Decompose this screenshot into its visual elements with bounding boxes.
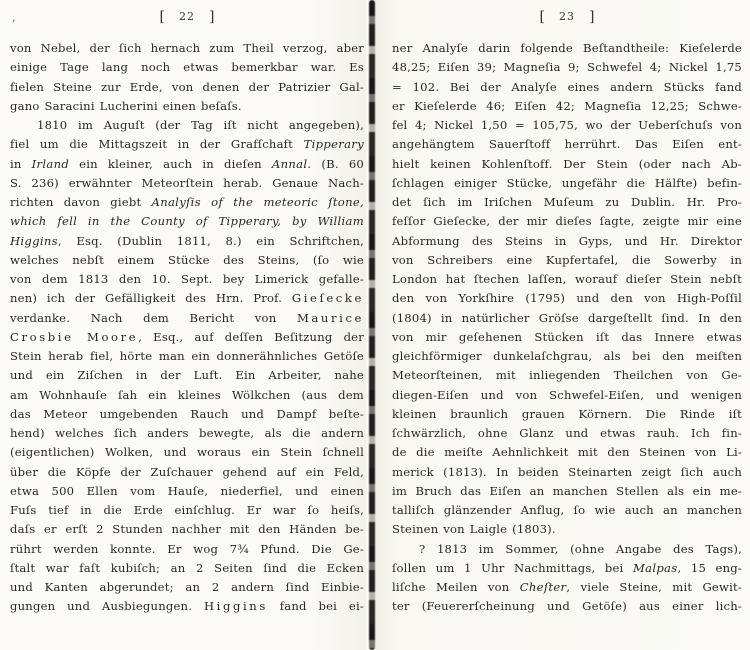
text-line bbox=[10, 482, 364, 501]
text-segment: , Esq. (Dublin 1811, 8.) ein Schriftchen, bbox=[57, 233, 364, 248]
text-line bbox=[392, 520, 742, 539]
text-segment: ein kleiner, auch in dieſen bbox=[69, 156, 272, 171]
text-line bbox=[10, 405, 364, 424]
text-line bbox=[392, 578, 742, 597]
text-segment: daſs er erſt 2 Stunden nachher mit den Händen be- bbox=[10, 522, 364, 537]
text-line bbox=[392, 232, 742, 251]
text-line bbox=[392, 270, 742, 289]
text-segment: von dem 1813 den 10. Sept. bey Limerick gefalle- bbox=[10, 272, 364, 286]
left-page bbox=[0, 0, 366, 650]
text-segment: fand bei ei- bbox=[267, 599, 364, 614]
text-line bbox=[10, 540, 364, 559]
text-segment: gano Saracini Lucherini einen beſaſs. bbox=[10, 98, 242, 113]
text-line bbox=[392, 289, 742, 308]
text-line bbox=[10, 39, 364, 58]
text-segment: ſchwärzlich, ohne Glanz und etwas rauh. Ich fin- bbox=[392, 426, 742, 440]
text-line bbox=[392, 328, 742, 347]
text-line bbox=[392, 58, 742, 77]
text-segment: von Schreibers eine Kupfertafel, die Sowerby in bbox=[392, 252, 742, 267]
text-segment: , viele Steine, mit Gewit- bbox=[566, 580, 742, 594]
text-segment: (B. 60 bbox=[311, 156, 364, 171]
text-line bbox=[10, 501, 364, 520]
right-page-header bbox=[392, 0, 742, 31]
text-line bbox=[10, 78, 364, 97]
text-segment: Fuſs tief in die Erde einſchlug. Er war ſo heiſs, bbox=[10, 503, 364, 517]
left-header-open-bracket: [ bbox=[159, 9, 165, 25]
text-line bbox=[392, 116, 742, 135]
text-segment: am Wohnhauſe ſah ein kleines Wölkchen (aus dem bbox=[10, 387, 364, 402]
text-segment: und ein Ziſchen in der Luft. Ein Arbeiter, nahe bbox=[10, 368, 364, 383]
text-segment: rührt werden konnte. Er wog 7¾ Pfund. Die Ge- bbox=[10, 541, 364, 556]
text-line bbox=[392, 386, 742, 405]
text-line bbox=[10, 309, 364, 328]
italic-text-segment: Irland bbox=[31, 156, 70, 171]
text-line bbox=[392, 251, 742, 270]
text-line bbox=[10, 174, 364, 193]
text-segment: verdanke. Nach dem Bericht von bbox=[10, 310, 297, 325]
text-segment: det ſich im Iriſchen Muſeum zu Dublin. Hr. Pro- bbox=[392, 195, 742, 209]
text-segment: nen) ich der Gefälligkeit des Hrn. Prof. bbox=[10, 291, 292, 306]
text-segment: das Meteor umgebenden Rauch und Dampf beſte- bbox=[10, 406, 364, 421]
text-line bbox=[392, 540, 742, 559]
text-line bbox=[392, 482, 742, 501]
text-segment: talliſch glänzender Anflug, ſo wie auch an manchen bbox=[392, 503, 742, 517]
text-segment: einige Tage lang noch etwas bemerkbar war. Es bbox=[10, 60, 364, 75]
text-line bbox=[10, 193, 364, 212]
text-segment: gleichförmiger dunkelaſchgrau, als bei den meiſten bbox=[392, 349, 742, 363]
left-header-close-bracket: ] bbox=[209, 9, 215, 25]
text-line bbox=[392, 155, 742, 174]
text-line bbox=[10, 597, 364, 616]
text-line bbox=[10, 424, 364, 443]
text-segment: hielt keinen Kohlenſtoff. Der Stein (oder nach Ab- bbox=[392, 156, 742, 171]
text-line bbox=[10, 155, 364, 174]
text-segment: er Kieſelerde 46; Eiſen 42; Magneſia 12,25; Schwe- bbox=[392, 98, 742, 113]
text-segment: richten davon giebt bbox=[10, 195, 152, 209]
italic-text-segment: Annal. bbox=[271, 156, 312, 171]
text-line bbox=[392, 405, 742, 424]
italic-text-segment: Malpas bbox=[632, 560, 678, 575]
text-line bbox=[10, 289, 364, 308]
text-segment: Steinen von Laigle (1803). bbox=[392, 522, 556, 537]
text-segment: S. 236) erwähnter Meteorſtein herab. Genaue Nach- bbox=[10, 175, 364, 190]
text-segment: liſche Meilen von bbox=[392, 580, 520, 594]
left-page-number: 22 bbox=[179, 10, 195, 23]
text-line bbox=[392, 443, 742, 462]
text-line bbox=[10, 386, 364, 405]
text-segment: von mir geſehenen Stücken iſt das Innere etwas bbox=[392, 329, 742, 344]
right-page-text-block bbox=[392, 39, 742, 617]
text-line bbox=[10, 366, 364, 385]
text-segment: (eigentlichen) Wolken, und woraus ein Stein ſchnell bbox=[10, 445, 364, 460]
italic-text-segment: Cheſter bbox=[519, 580, 567, 594]
text-line bbox=[10, 212, 364, 231]
text-segment: ter (Feuererſcheinung und Getöſe) aus einer lich- bbox=[392, 599, 742, 614]
text-line bbox=[10, 97, 364, 116]
text-line bbox=[10, 135, 364, 154]
text-line bbox=[392, 309, 742, 328]
text-segment: , 15 eng- bbox=[677, 560, 742, 575]
text-line bbox=[10, 463, 364, 482]
text-line bbox=[392, 559, 742, 578]
text-segment: etwa 500 Ellen vom Hauſe, niederfiel, und einen bbox=[10, 483, 364, 498]
italic-text-segment: Tipperary bbox=[303, 137, 364, 152]
text-segment: London hat ſtechen laſſen, worauf dieſer Stein nebſt bbox=[392, 272, 742, 286]
text-segment: Stein herab fiel, hörte man ein donnerähnliches Getöſe bbox=[10, 349, 364, 363]
text-segment: ſollen um 1 Uhr Nachmittags, bei bbox=[392, 560, 633, 575]
text-segment: de die meiſte Aehnlichkeit mit den Steinen von Li- bbox=[392, 445, 742, 460]
left-page-header bbox=[10, 0, 364, 31]
text-segment: ſchlagen einiger Stücke, ungefähr die Hälfte) befin- bbox=[392, 175, 742, 190]
text-segment: , Esq., auf deſſen Beſitzung der bbox=[138, 329, 364, 344]
text-segment: feſſor Gieſecke, der mir dieſes ſagte, zeigte mir eine bbox=[392, 214, 742, 229]
text-segment: ? 1813 im Sommer, (ohne Angabe des Tags), bbox=[419, 541, 742, 556]
text-segment: (1804) in natürlicher Gröſse dargeſtellt ſind. In den bbox=[392, 310, 742, 325]
text-segment: Abformung des Steins in Gyps, und Hr. Direktor bbox=[392, 233, 742, 248]
letterspaced-name-segment: Maurice bbox=[296, 310, 364, 325]
letterspaced-name-segment: Gieſecke bbox=[291, 291, 364, 306]
text-segment: ner Analyſe darin folgende Beſtandtheile: Kieſelerde bbox=[392, 41, 742, 55]
text-segment: im Bruch das Eiſen an manchen Stellen als ein me- bbox=[392, 483, 742, 498]
text-segment: = 102. Bei der Analyſe eines andern Stücks fand bbox=[392, 79, 742, 94]
text-line bbox=[10, 251, 364, 270]
text-line bbox=[392, 193, 742, 212]
text-line bbox=[10, 520, 364, 539]
book-gutter-shadow bbox=[369, 0, 375, 650]
text-segment: fiel um die Mittagszeit in der Grafſchaft bbox=[10, 137, 304, 152]
text-line bbox=[392, 97, 742, 116]
text-line bbox=[10, 347, 364, 366]
text-segment: von Nebel, der ſich hernach zum Theil verzog, aber bbox=[10, 41, 364, 55]
text-segment: über die Köpfe der Zuſchauer gehend auf ein Feld, bbox=[10, 464, 364, 479]
text-segment: hend) welches ſich anders bewegte, als die andern bbox=[10, 426, 364, 440]
text-segment: diegen-Eiſen und von Schwefel-Eiſen, und wenigen bbox=[392, 387, 742, 402]
text-line bbox=[392, 463, 742, 482]
text-line bbox=[392, 212, 742, 231]
text-line bbox=[10, 58, 364, 77]
text-segment: den von Yorkſhire (1795) und den von High-Poſſil bbox=[392, 291, 742, 306]
text-line bbox=[392, 424, 742, 443]
text-segment: angehängtem Sauerſtoff herrührt. Das Eiſen ent- bbox=[392, 137, 742, 152]
text-line bbox=[392, 135, 742, 154]
text-line bbox=[10, 578, 364, 597]
text-line bbox=[392, 78, 742, 97]
text-segment: fielen Steine zur Erde, von denen der Patrizier Gal- bbox=[10, 79, 364, 94]
letterspaced-name-segment: Crosbie Moore bbox=[10, 329, 139, 344]
text-line bbox=[392, 39, 742, 58]
left-page-text-block bbox=[10, 39, 364, 617]
text-line bbox=[10, 328, 364, 347]
text-segment: in bbox=[10, 156, 32, 171]
text-segment: 48,25; Eiſen 39; Magneſia 9; Schwefel 4; Nickel 1,75 bbox=[392, 60, 742, 75]
text-line bbox=[392, 174, 742, 193]
text-segment: gungen und Ausbiegungen. bbox=[10, 599, 204, 614]
right-page bbox=[375, 0, 750, 650]
italic-text-segment: Analyſis of the meteoric ſtone, bbox=[151, 195, 364, 209]
italic-text-segment: Higgins bbox=[10, 233, 58, 248]
text-segment: Meteorſteinen, mit inliegenden Theilchen von Ge- bbox=[392, 368, 742, 383]
italic-text-segment: which fell in the County of Tipperary, by William bbox=[10, 214, 364, 229]
text-line bbox=[10, 443, 364, 462]
text-line bbox=[10, 116, 364, 135]
text-line bbox=[392, 597, 742, 616]
right-header-close-bracket: ] bbox=[589, 9, 595, 25]
text-line bbox=[392, 366, 742, 385]
scan-speck-artifact: , bbox=[12, 10, 16, 24]
text-segment: merick (1813). In beiden Steinarten zeigt ſich auch bbox=[392, 464, 742, 479]
text-line bbox=[10, 232, 364, 251]
text-segment: und Kanten abgerundet; an 2 andern ſind Einbie- bbox=[10, 580, 364, 594]
right-page-number: 23 bbox=[559, 10, 575, 23]
text-line bbox=[392, 347, 742, 366]
text-segment: fel 4; Nickel 1,50 = 105,75, wo der Ueberſchuſs von bbox=[392, 118, 742, 132]
letterspaced-name-segment: Higgins bbox=[203, 599, 268, 614]
text-line bbox=[10, 559, 364, 578]
right-header-open-bracket: [ bbox=[539, 9, 545, 25]
text-line bbox=[10, 270, 364, 289]
text-line bbox=[392, 501, 742, 520]
text-segment: 1810 im Auguſt (der Tag iſt nicht angegeben), bbox=[37, 118, 364, 132]
text-segment: ſtalt war faſt kubiſch; an 2 Seiten ſind die Ecken bbox=[10, 560, 364, 575]
text-segment: kleinen braunlich grauen Körnern. Die Rinde iſt bbox=[392, 406, 742, 421]
text-segment: welches nebſt einem Stücke des Steins, (ſo wie bbox=[10, 252, 364, 267]
